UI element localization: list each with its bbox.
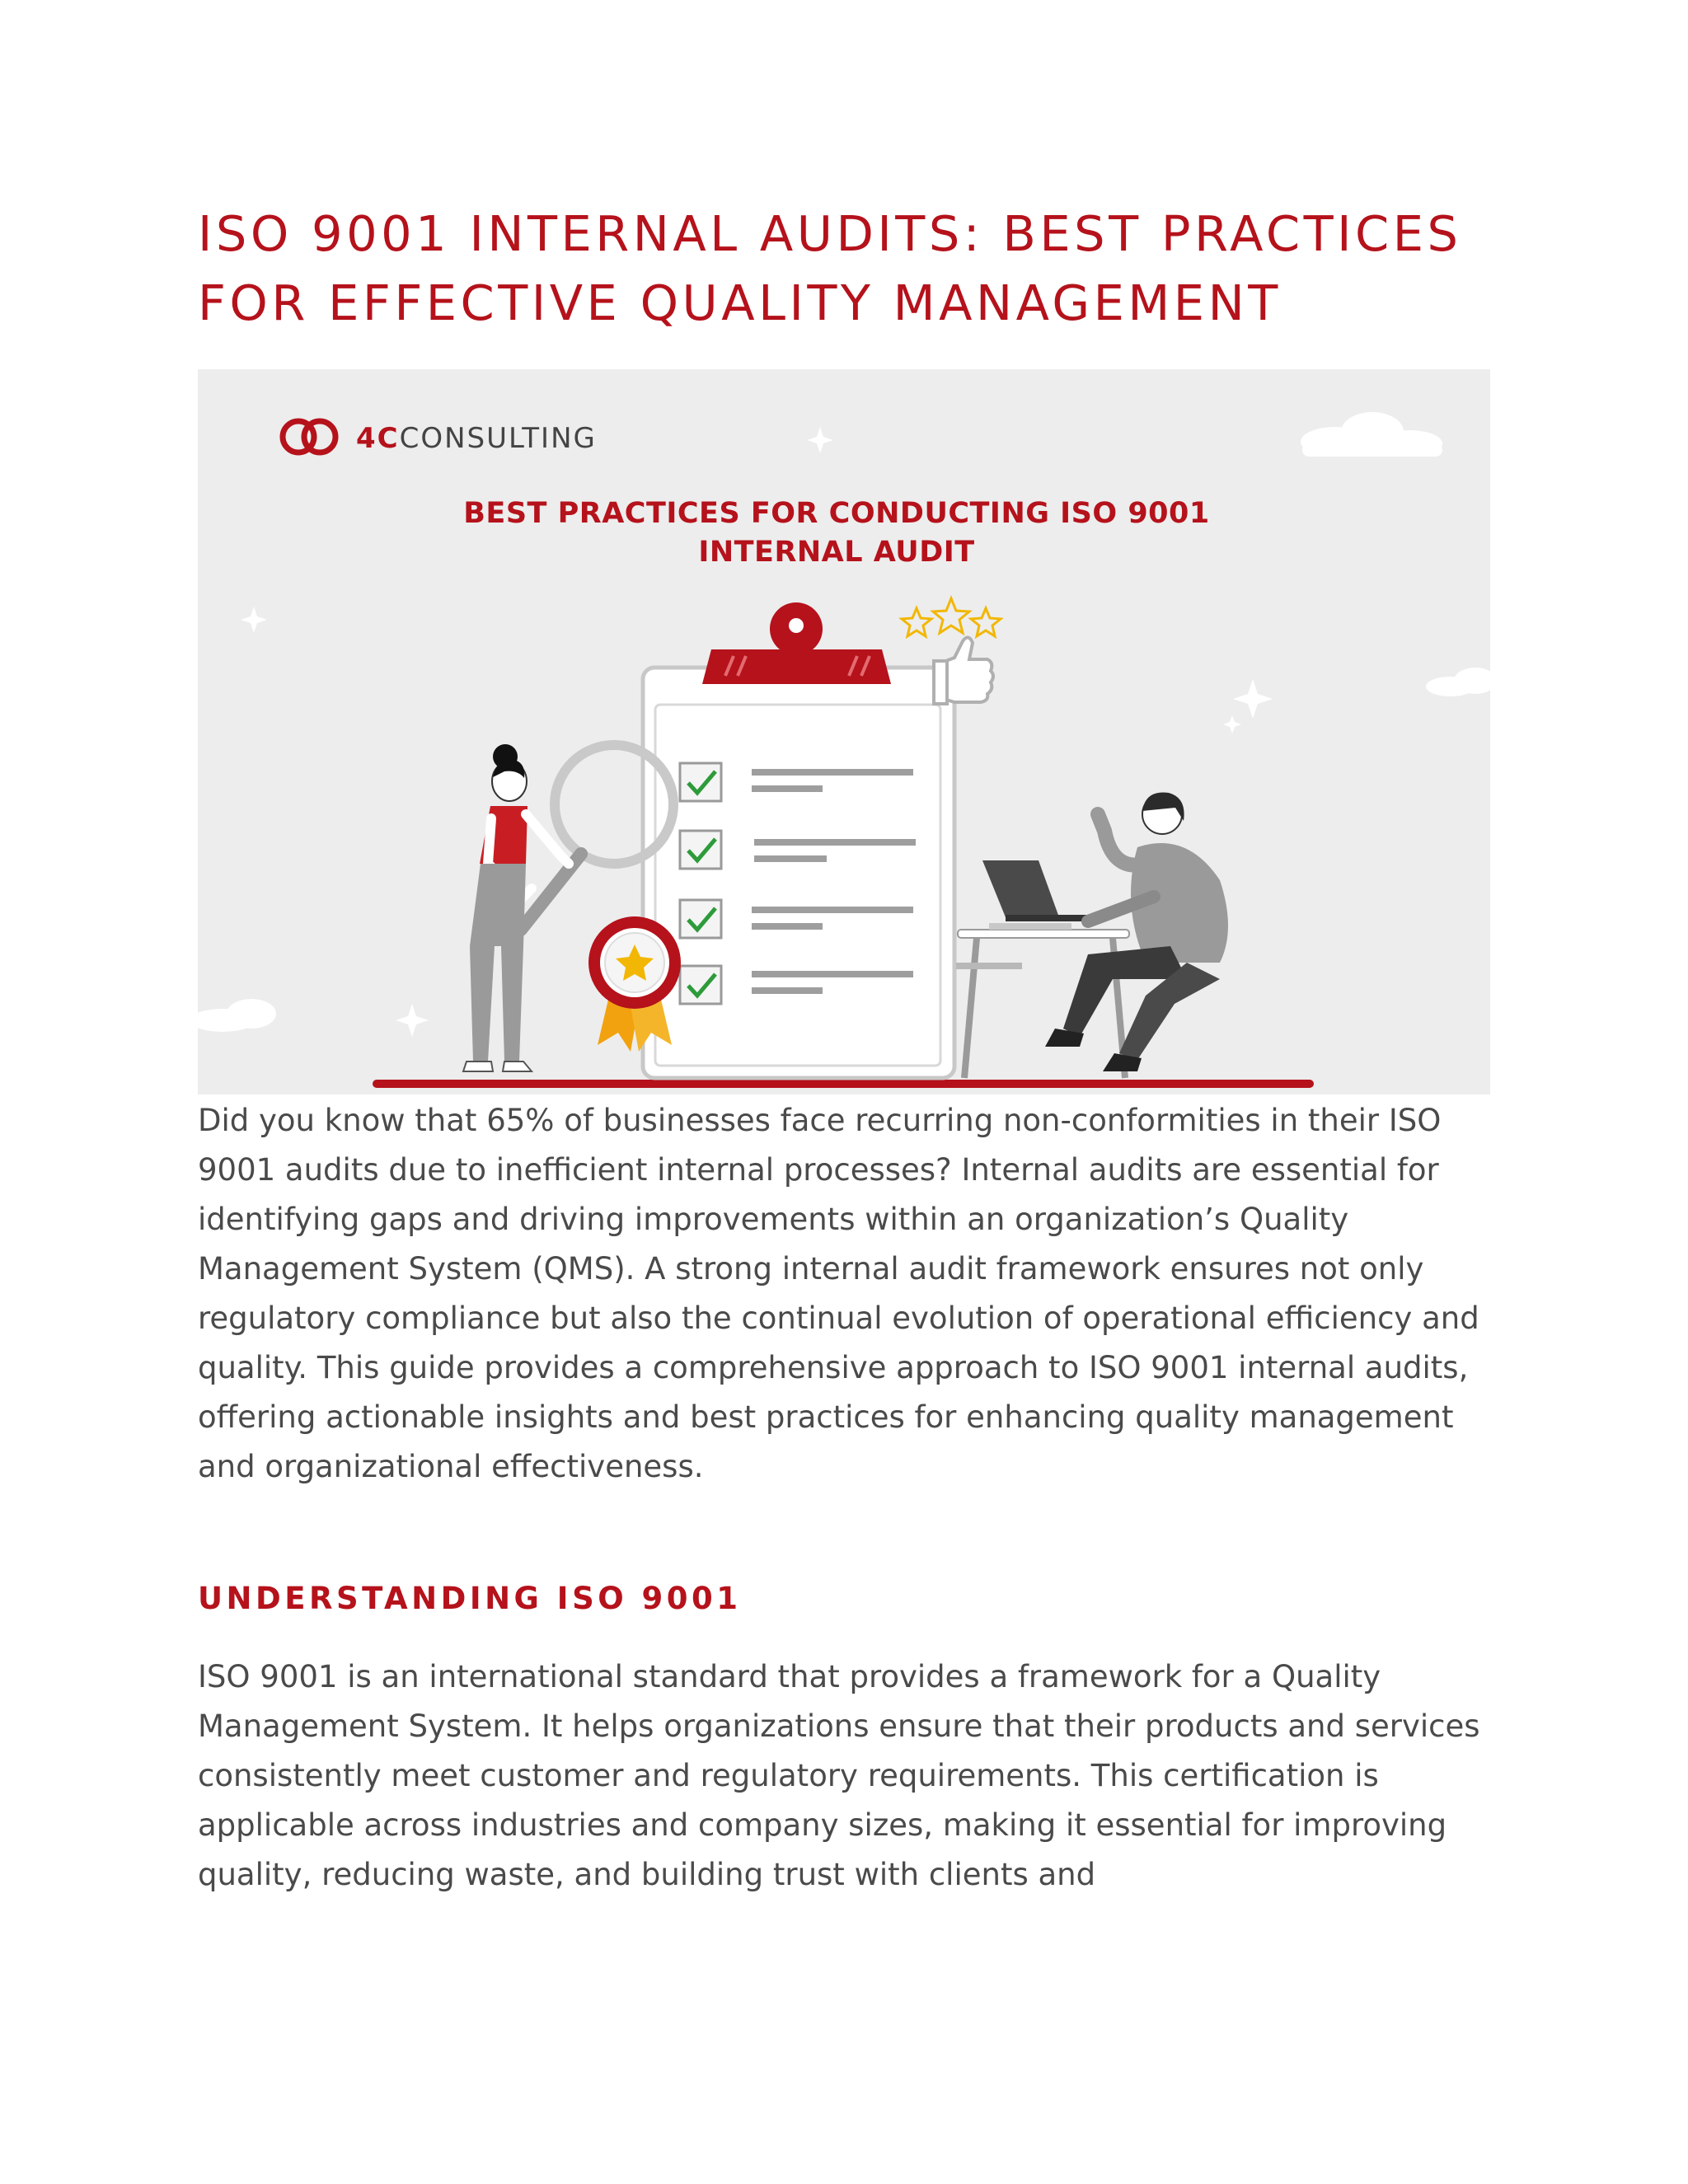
brand-rest: CONSULTING: [399, 422, 597, 455]
section-paragraph: ISO 9001 is an international standard that provides a framework for a Quality Management System. It helps organizations ensure that their products and services consistently meet customer and regulatory requirements. This certification is applicable across industries and company sizes, making it essential for improving quality, reducing waste, and building trust with clients and: [198, 1659, 1480, 1892]
svg-text:4CCONSULTING: [356, 422, 597, 455]
hero-heading-line2: INTERNAL AUDIT: [698, 536, 975, 569]
page-title: ISO 9001 INTERNAL AUDITS: BEST PRACTICES FOR EFFECTIVE QUALITY MANAGEMENT: [198, 205, 1462, 331]
brand-bold: 4C: [356, 422, 400, 455]
clipboard-illustration: [643, 602, 954, 1078]
hero-image: [198, 369, 1490, 1094]
section-heading: UNDERSTANDING ISO 9001: [198, 1581, 742, 1616]
intro-paragraph: Did you know that 65% of businesses face recurring non-conformities in their ISO 9001 audits due to inefficient internal processes? Internal audits are essential for identifying gaps and driving improvements within an organization’s Quality Management System (QMS). A strong internal audit framework ensures not only regulatory compliance but also the continual evolution of operational efficiency and quality. This guide provides a comprehensive approach to ISO 9001 internal audits, offering actionable insights and best practices for enhancing quality management and organizational effectiveness.: [198, 1103, 1479, 1484]
floor-line: [373, 1080, 1314, 1088]
hero-heading-line1: BEST PRACTICES FOR CONDUCTING ISO 9001: [463, 497, 1210, 530]
